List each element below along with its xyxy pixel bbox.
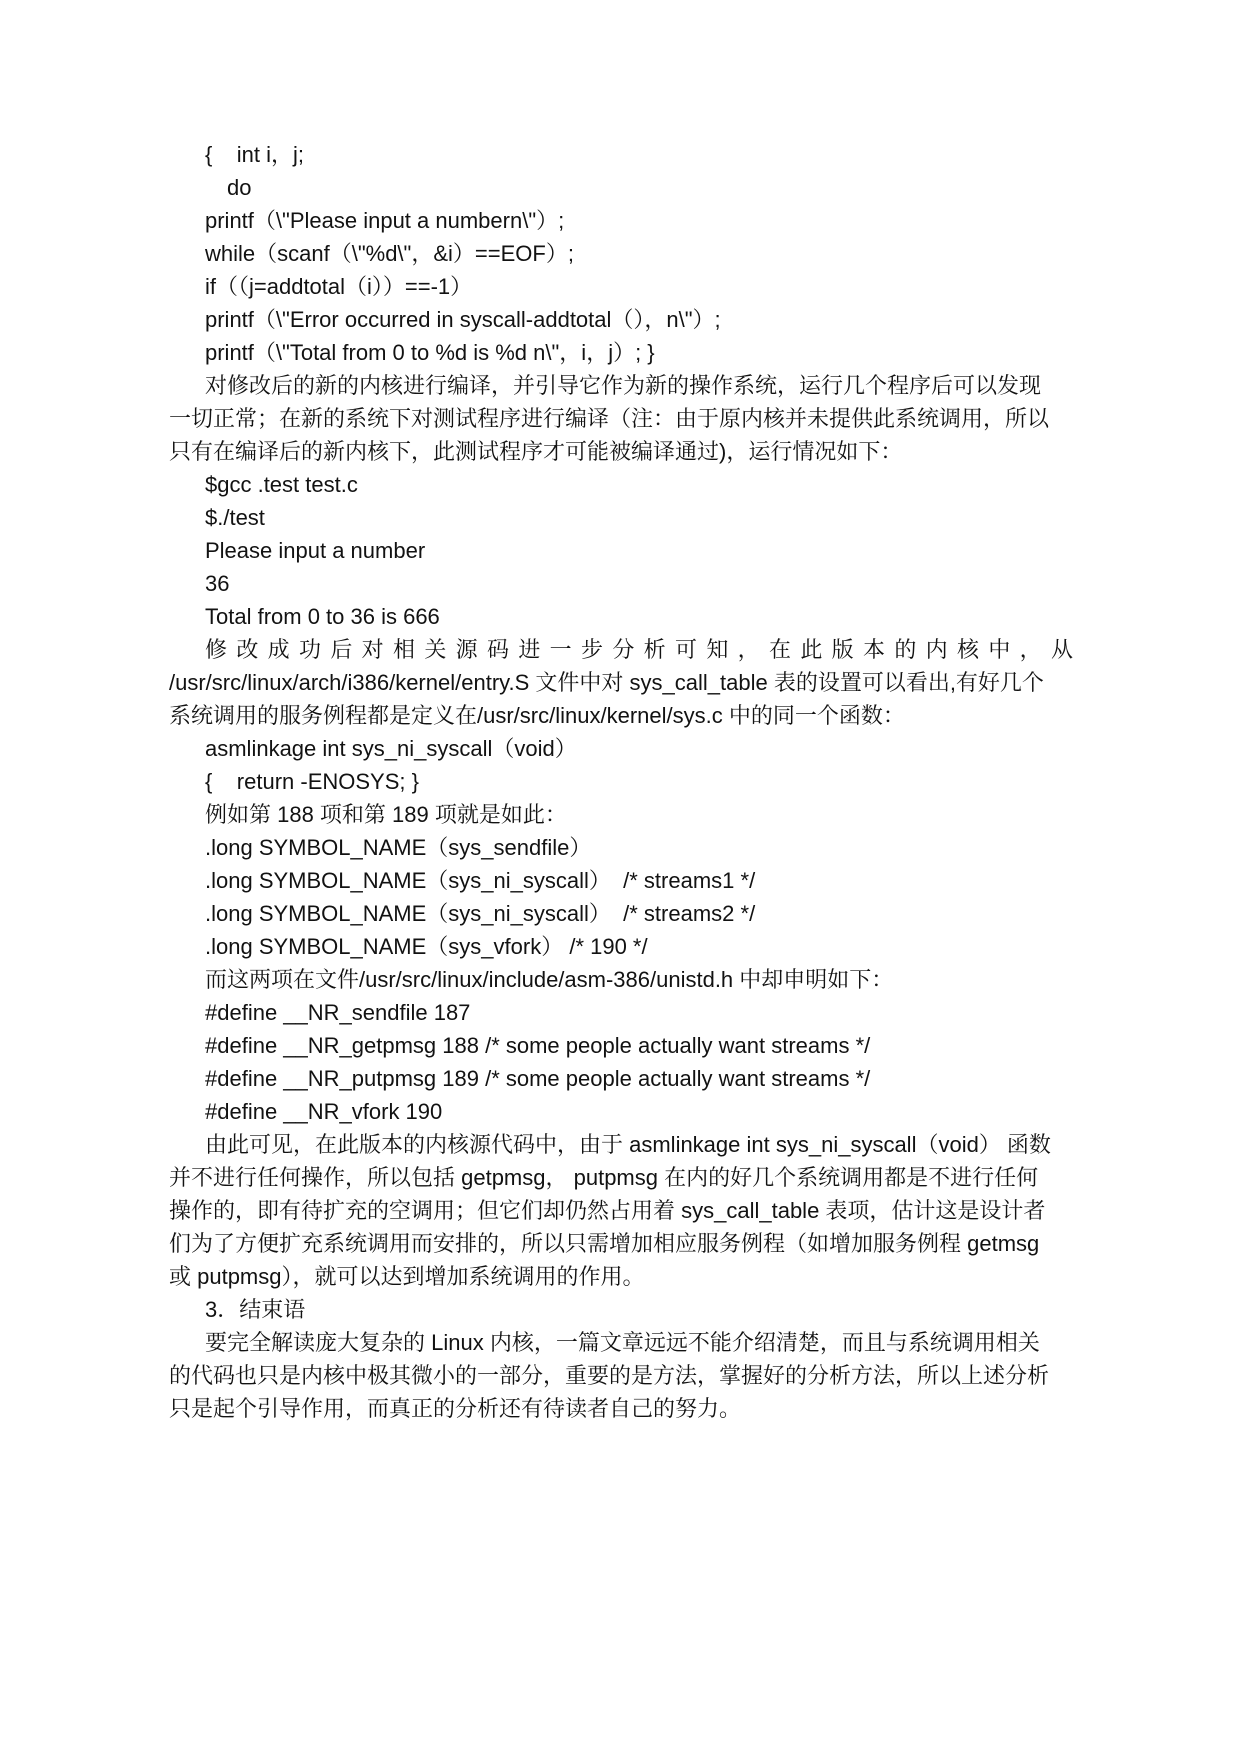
text-line: 或 putpmsg），就可以达到增加系统调用的作用。 xyxy=(169,1264,645,1289)
text-line: .long SYMBOL_NAME（sys_sendfile） xyxy=(205,835,592,860)
text-line: .long SYMBOL_NAME（sys_vfork） /* 190 */ xyxy=(205,934,648,959)
text-line: .long SYMBOL_NAME（sys_ni_syscall） /* streams1 */ xyxy=(205,868,756,893)
text-line: 3．结束语 xyxy=(205,1297,306,1322)
text-line: 而这两项在文件/usr/src/linux/include/asm-386/unistd.h 中却申明如下： xyxy=(205,967,894,992)
text-line: 例如第 188 项和第 189 项就是如此： xyxy=(205,802,567,827)
text-line: 的代码也只是内核中极其微小的一部分，重要的是方法，掌握好的分析方法，所以上述分析 xyxy=(169,1363,1050,1388)
text-line: 要完全解读庞大复杂的 Linux 内核，一篇文章远远不能介绍清楚，而且与系统调用相关 xyxy=(205,1330,1040,1355)
text-line: #define __NR_putpmsg 189 /* some people actually want streams */ xyxy=(205,1066,871,1091)
text-line: do xyxy=(227,175,252,200)
text-line: 并不进行任何操作，所以包括 getpmsg， putpmsg 在内的好几个系统调用都是不进行任何 xyxy=(169,1165,1039,1190)
text-line: while（scanf（\"%d\"，&i）==EOF）; xyxy=(205,241,574,266)
text-line: 对修改后的新的内核进行编译，并引导它作为新的操作系统，运行几个程序后可以发现 xyxy=(205,373,1042,398)
text-line: printf（\"Total from 0 to %d is %d n\"，i，j）; } xyxy=(205,340,655,365)
text-line: #define __NR_getpmsg 188 /* some people actually want streams */ xyxy=(205,1033,871,1058)
text-line: 操作的，即有待扩充的空调用；但它们却仍然占用着 sys_call_table 表项，估计这是设计者 xyxy=(169,1198,1046,1223)
text-line: 们为了方便扩充系统调用而安排的，所以只需增加相应服务例程（如增加服务例程 getmsg xyxy=(169,1231,1040,1256)
text-line: printf（\"Please input a numbern\"）; xyxy=(205,208,565,233)
text-line: 一切正常；在新的系统下对测试程序进行编译（注：由于原内核并未提供此系统调用，所以 xyxy=(169,406,1050,431)
text-line: Total from 0 to 36 is 666 xyxy=(205,604,440,629)
text-line: 系统调用的服务例程都是定义在/usr/src/linux/kernel/sys.c 中的同一个函数： xyxy=(169,703,905,728)
text-line: 修改成功后对相关源码进一步分析可知，在此版本的内核中，从 xyxy=(205,637,1073,662)
text-line: { return -ENOSYS; } xyxy=(205,769,419,794)
text-line: Please input a number xyxy=(205,538,426,563)
document-body xyxy=(169,138,1073,1425)
text-line: /usr/src/linux/arch/i386/kernel/entry.S 文件中对 sys_call_table 表的设置可以看出,有好几个 xyxy=(169,670,1044,695)
text-line: #define __NR_vfork 190 xyxy=(205,1099,443,1124)
text-line: if（（j=addtotal（i））==-1） xyxy=(205,274,473,299)
text-line: $./test xyxy=(205,505,265,530)
text-line: $gcc .test test.c xyxy=(205,472,358,497)
text-line: #define __NR_sendfile 187 xyxy=(205,1000,471,1025)
text-line: .long SYMBOL_NAME（sys_ni_syscall） /* streams2 */ xyxy=(205,901,756,926)
text-line: asmlinkage int sys_ni_syscall（void） xyxy=(205,736,577,761)
text-line: printf（\"Error occurred in syscall-addtotal（），n\"）; xyxy=(205,307,721,332)
text-line: 36 xyxy=(205,571,230,596)
text-line: { int i，j; xyxy=(205,142,305,167)
text-line: 只有在编译后的新内核下，此测试程序才可能被编译通过)，运行情况如下： xyxy=(169,439,903,464)
text-line: 由此可见，在此版本的内核源代码中，由于 asmlinkage int sys_ni_syscall（void） 函数 xyxy=(205,1132,1051,1157)
text-line: 只是起个引导作用，而真正的分析还有待读者自己的努力。 xyxy=(169,1396,742,1421)
